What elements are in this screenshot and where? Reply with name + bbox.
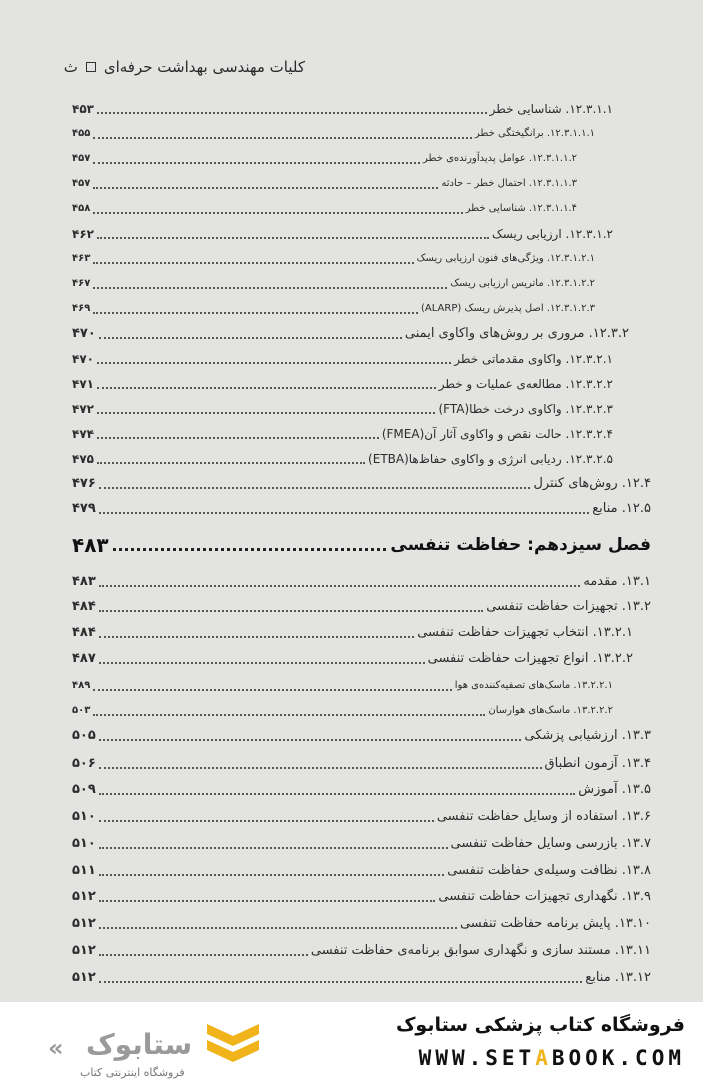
toc-entry-title: ۱۳.۲.۲.۱. ماسک‌های تصفیه‌کننده‌ی هوا bbox=[454, 680, 613, 691]
toc-entry-title: ۱۳.۹. نگهداری تجهیزات حفاظت تنفسی bbox=[438, 889, 651, 904]
toc-page-number: ۴۷۱ bbox=[72, 377, 94, 391]
toc-entry-title: ۱۲.۳.۱.۱. شناسایی خطر bbox=[489, 102, 613, 116]
toc-row bbox=[72, 297, 595, 319]
header-page-letter: ث bbox=[63, 58, 78, 76]
book-logo-icon bbox=[203, 1016, 263, 1070]
toc-entry-title: ۱۳.۲.۲.۲. ماسک‌های هوارسان bbox=[488, 705, 613, 716]
toc-entry-title: ۱۳.۷. بازرسی وسایل حفاظت تنفسی bbox=[450, 836, 651, 851]
toc-row bbox=[72, 372, 613, 394]
toc-row bbox=[72, 832, 651, 854]
toc-page-number: ۴۷۹ bbox=[72, 501, 96, 516]
dot-leader bbox=[99, 636, 414, 638]
toc-row bbox=[72, 595, 651, 617]
store-name: فروشگاه کتاب پزشکی ستابوک bbox=[395, 1014, 685, 1036]
dot-leader bbox=[97, 437, 379, 439]
dot-leader bbox=[93, 714, 485, 716]
header-title: کلیات مهندسی بهداشت حرفه‌ای bbox=[103, 58, 305, 76]
dot-leader bbox=[97, 462, 365, 464]
toc-page-number: ۴۷۴ bbox=[72, 427, 94, 441]
toc-row bbox=[72, 621, 633, 643]
toc-row bbox=[72, 752, 651, 774]
store-logo bbox=[40, 1016, 193, 1079]
toc-page-number: ۴۶۳ bbox=[72, 253, 91, 264]
dot-leader bbox=[97, 112, 487, 114]
chapter-heading bbox=[72, 526, 651, 558]
toc-entry-title: ۱۲.۳.۱.۲.۲. ماتریس ارزیابی ریسک bbox=[450, 278, 595, 289]
dot-leader bbox=[97, 362, 451, 364]
toc-page-number: ۴۶۹ bbox=[72, 303, 91, 314]
toc-entry-title: ۱۲.۳.۲. مروری بر روش‌های واکاوی ایمنی bbox=[404, 326, 629, 341]
toc-row bbox=[72, 805, 651, 827]
toc-row bbox=[72, 647, 633, 669]
toc-page-number: ۴۸۷ bbox=[72, 651, 96, 666]
toc-page-number: ۴۸۴ bbox=[72, 625, 96, 640]
toc-entry-title: ۱۲.۳.۱.۱.۴. شناسایی خطر bbox=[465, 203, 577, 214]
double-chevron-icon: « bbox=[48, 1034, 64, 1062]
toc-entry-title: ۱۲.۳.۲.۴. حالت نقص و واکاوی آثار آن(FMEA) bbox=[381, 427, 613, 441]
toc-row bbox=[72, 699, 613, 721]
toc-entry-title: ۱۲.۳.۲.۳. واکاوی درخت خطا(FTA) bbox=[438, 402, 613, 416]
dot-leader bbox=[99, 981, 582, 983]
toc-page-number: ۵۱۲ bbox=[72, 970, 96, 985]
dot-leader bbox=[99, 927, 457, 929]
toc-entry-title: ۱۳.۲. تجهیزات حفاظت تنفسی bbox=[486, 599, 651, 614]
dot-leader bbox=[99, 662, 425, 664]
toc-page-number: ۴۵۵ bbox=[72, 128, 91, 139]
toc-row bbox=[72, 674, 613, 696]
toc-row bbox=[72, 472, 651, 494]
store-url[interactable] bbox=[419, 1046, 685, 1070]
url-accent-letter: A bbox=[535, 1046, 552, 1070]
url-part-1: WWW.SET bbox=[418, 1046, 536, 1070]
dot-leader bbox=[93, 137, 472, 139]
toc-row bbox=[72, 778, 651, 800]
toc-entry-title: ۱۲.۳.۲.۱. واکاوی مقدماتی خطر bbox=[454, 352, 613, 366]
dot-leader bbox=[99, 820, 434, 822]
dot-leader bbox=[99, 512, 589, 514]
dot-leader bbox=[97, 237, 489, 239]
toc-page-number: ۴۷۶ bbox=[72, 476, 96, 491]
toc-row bbox=[72, 912, 651, 934]
toc-row bbox=[72, 724, 651, 746]
toc-page-number: ۴۸۹ bbox=[72, 680, 91, 691]
toc-entry-title: ۱۳.۱. مقدمه bbox=[583, 574, 651, 589]
toc-row bbox=[72, 859, 651, 881]
toc-row bbox=[72, 122, 595, 144]
dot-leader bbox=[97, 387, 436, 389]
square-icon bbox=[86, 62, 96, 72]
toc-entry-title: ۱۲.۳.۱.۲.۳. اصل پذیرش ریسک (ALARP) bbox=[421, 303, 595, 314]
dot-leader bbox=[93, 187, 438, 189]
toc-row bbox=[72, 347, 613, 369]
toc-page-number: ۴۵۸ bbox=[72, 203, 91, 214]
toc-row bbox=[72, 197, 577, 219]
toc-page-number: ۵۱۰ bbox=[72, 836, 96, 851]
toc-row bbox=[72, 397, 613, 419]
dot-leader bbox=[93, 287, 447, 289]
store-banner bbox=[0, 1002, 703, 1080]
toc-entry-title: ۱۲.۳.۲.۲. مطالعه‌ی عملیات و خطر bbox=[438, 377, 613, 391]
dot-leader bbox=[93, 262, 413, 264]
dot-leader bbox=[99, 585, 581, 587]
dot-leader bbox=[99, 874, 444, 876]
dot-leader bbox=[93, 312, 418, 314]
logo-subtitle: فروشگاه اینترنتی کتاب bbox=[80, 1066, 185, 1079]
toc-page-number: ۵۰۶ bbox=[72, 756, 96, 771]
toc-page-number: ۵۱۰ bbox=[72, 809, 96, 824]
chapter-page-number: ۴۸۳ bbox=[72, 533, 109, 557]
toc-entry-title: ۱۳.۱۲. منابع bbox=[585, 970, 651, 985]
dot-leader bbox=[99, 337, 402, 339]
toc-entry-title: ۱۳.۴. آزمون انطباق bbox=[544, 756, 651, 771]
toc-entry-title: ۱۳.۱۱. مستند سازی و نگهداری سوابق برنامه‌ی حفاظت تنفسی bbox=[310, 943, 651, 958]
toc-page-number: ۴۶۷ bbox=[72, 278, 91, 289]
toc-row bbox=[72, 247, 595, 269]
toc-page-number: ۵۱۱ bbox=[72, 863, 96, 878]
toc-entry-title: ۱۳.۶. استفاده از وسایل حفاظت تنفسی bbox=[436, 809, 651, 824]
dot-leader bbox=[99, 610, 483, 612]
toc-entry-title: ۱۳.۸. نظافت وسیله‌ی حفاظت تنفسی bbox=[447, 863, 651, 878]
toc-entry-title: ۱۳.۲.۱. انتخاب تجهیزات حفاظت تنفسی bbox=[417, 625, 633, 640]
toc-entry-title: ۱۲.۳.۱.۱.۳. احتمال خطر – حادثه bbox=[441, 178, 577, 189]
toc-page-number: ۵۰۹ bbox=[72, 782, 96, 797]
dot-leader bbox=[99, 767, 542, 769]
toc-row bbox=[72, 147, 577, 169]
toc-row bbox=[72, 172, 577, 194]
dot-leader bbox=[99, 487, 531, 489]
toc-entry-title: ۱۲.۳.۲.۵. ردیابی انرژی و واکاوی حفاظ‌ها(ETBA) bbox=[368, 452, 613, 466]
toc-row bbox=[72, 570, 651, 592]
toc-entry-title: ۱۲.۳.۱.۱.۲. عوامل پدیدآورنده‌ی خطر bbox=[422, 153, 577, 164]
chapter-title: فصل سیزدهم: حفاظت تنفسی bbox=[390, 535, 651, 555]
toc-page-number: ۴۵۳ bbox=[72, 102, 94, 116]
toc-page-number: ۵۰۳ bbox=[72, 705, 91, 716]
toc-row bbox=[72, 322, 629, 344]
dot-leader bbox=[93, 689, 451, 691]
toc-entry-title: ۱۳.۱۰. پایش برنامه حفاظت تنفسی bbox=[459, 916, 651, 931]
toc-row bbox=[72, 447, 613, 469]
toc-page-number: ۴۵۷ bbox=[72, 153, 91, 164]
toc-page-number: ۴۸۴ bbox=[72, 599, 96, 614]
url-part-2: BOOK.COM bbox=[551, 1046, 685, 1070]
running-header bbox=[64, 58, 305, 76]
toc-row bbox=[72, 497, 651, 519]
chapter-leader bbox=[113, 548, 387, 551]
toc-entry-title: ۱۲.۳.۱.۲. ارزیابی ریسک bbox=[492, 227, 613, 241]
toc-entry-title: ۱۲.۴. روش‌های کنترل bbox=[533, 476, 651, 491]
dot-leader bbox=[99, 954, 308, 956]
toc-page-number: ۴۷۲ bbox=[72, 402, 94, 416]
toc-entry-title: ۱۲.۵. منابع bbox=[592, 501, 651, 516]
toc-page-number: ۴۶۲ bbox=[72, 227, 94, 241]
dot-leader bbox=[99, 847, 448, 849]
toc-page-number: ۴۷۰ bbox=[72, 326, 96, 341]
toc-row bbox=[72, 97, 613, 119]
toc-page-number: ۵۰۵ bbox=[72, 728, 96, 743]
dot-leader bbox=[93, 212, 462, 214]
toc-page-number: ۴۷۰ bbox=[72, 352, 94, 366]
toc-entry-title: ۱۲.۳.۱.۲.۱. ویژگی‌های فنون ارزیابی ریسک bbox=[416, 253, 595, 264]
toc-row bbox=[72, 272, 595, 294]
dot-leader bbox=[99, 739, 522, 741]
toc-row bbox=[72, 885, 651, 907]
toc-entry-title: ۱۳.۲.۲. انواع تجهیزات حفاظت تنفسی bbox=[427, 651, 633, 666]
toc-row bbox=[72, 939, 651, 961]
dot-leader bbox=[99, 793, 575, 795]
toc-row bbox=[72, 422, 613, 444]
toc-page-number: ۴۷۵ bbox=[72, 452, 94, 466]
dot-leader bbox=[97, 412, 435, 414]
toc-page-number: ۴۸۳ bbox=[72, 574, 96, 589]
dot-leader bbox=[99, 900, 436, 902]
toc-page-number: ۵۱۲ bbox=[72, 943, 96, 958]
toc-row bbox=[72, 222, 613, 244]
toc-row bbox=[72, 966, 651, 988]
toc-page-number: ۴۵۷ bbox=[72, 178, 91, 189]
toc-entry-title: ۱۳.۵. آموزش bbox=[578, 782, 651, 797]
logo-wordmark: ستابوک bbox=[86, 1028, 193, 1061]
dot-leader bbox=[93, 162, 420, 164]
toc-entry-title: ۱۲.۳.۱.۱.۱. برانگیختگی خطر bbox=[474, 128, 595, 139]
toc-page-number: ۵۱۲ bbox=[72, 916, 96, 931]
toc-page-number: ۵۱۲ bbox=[72, 889, 96, 904]
toc-entry-title: ۱۳.۳. ارزشیابی پزشکی bbox=[524, 728, 651, 743]
